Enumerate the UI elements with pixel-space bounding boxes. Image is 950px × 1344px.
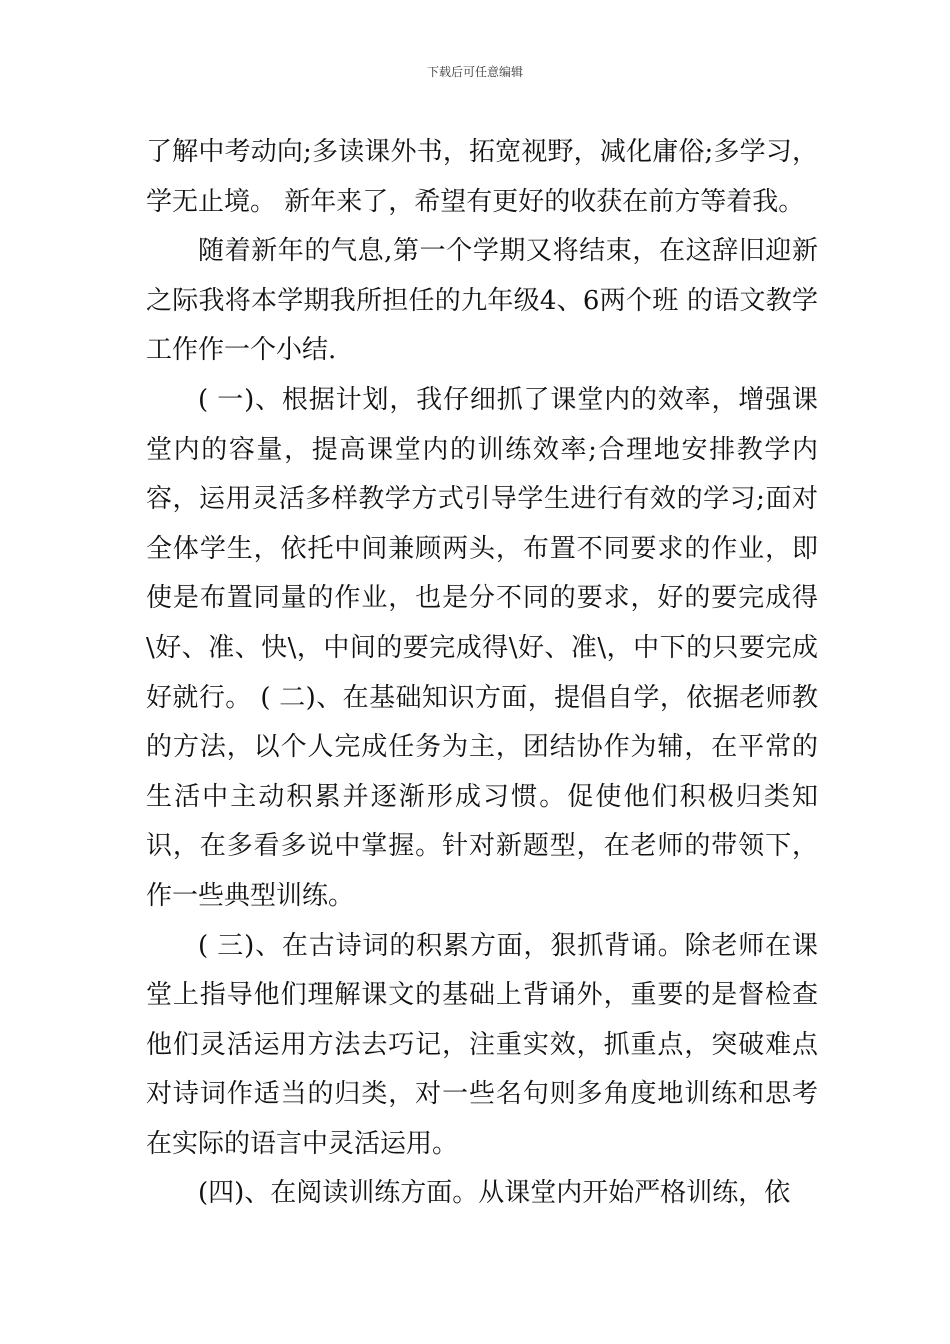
paragraph-3: ( 一)、根据计划，我仔细抓了课堂内的效率，增强课堂内的容量，提高课堂内的训练效率;合理地安排教学内容，运用灵活多样教学方式引导学生进行有效的学习;面对全体学生，依托中间兼顾两头，布置不同要求的作业，即使是布置同量的作业，也是分不同的要求，好的要完成得\好、准、快\，中间的要完成得\好、准\，中下的只要完成好就行。 ( 二)、在基础知识方面，提倡自学，依据老师教的方法，以个人完成任务为主，团结协作为辅，在平常的生活中主动积累并逐渐形成习惯。促使他们积极归类知识，在多看多说中掌握。针对新题型，在老师的带领下，作一些典型训练。 (146, 384, 818, 911)
paragraph-4: ( 三)、在古诗词的积累方面，狠抓背诵。除老师在课堂上指导他们理解课文的基础上背诵外，重要的是督检查他们灵活运用方法去巧记，注重实效，抓重点，突破难点对诗词作适当的归类，对一些名句则多角度地训练和思考在实际的语言中灵活运用。 (146, 930, 818, 1159)
paragraph-5: (四)、在阅读训练方面。从课堂内开始严格训练，依 (198, 1178, 791, 1209)
document-body (146, 128, 818, 1219)
paragraph-2: 随着新年的气息,第一个学期又将结束，在这辞旧迎新之际我将本学期我所担任的九年级4、6两个班 的语文教学工作作一个小结. (146, 236, 818, 366)
page-header: 下载后可任意编辑 (426, 65, 523, 79)
paragraph-1: 了解中考动向;多读课外书，拓宽视野，减化庸俗;多学习，学无止境。 新年来了，希望有更好的收获在前方等着我。 (146, 137, 818, 217)
